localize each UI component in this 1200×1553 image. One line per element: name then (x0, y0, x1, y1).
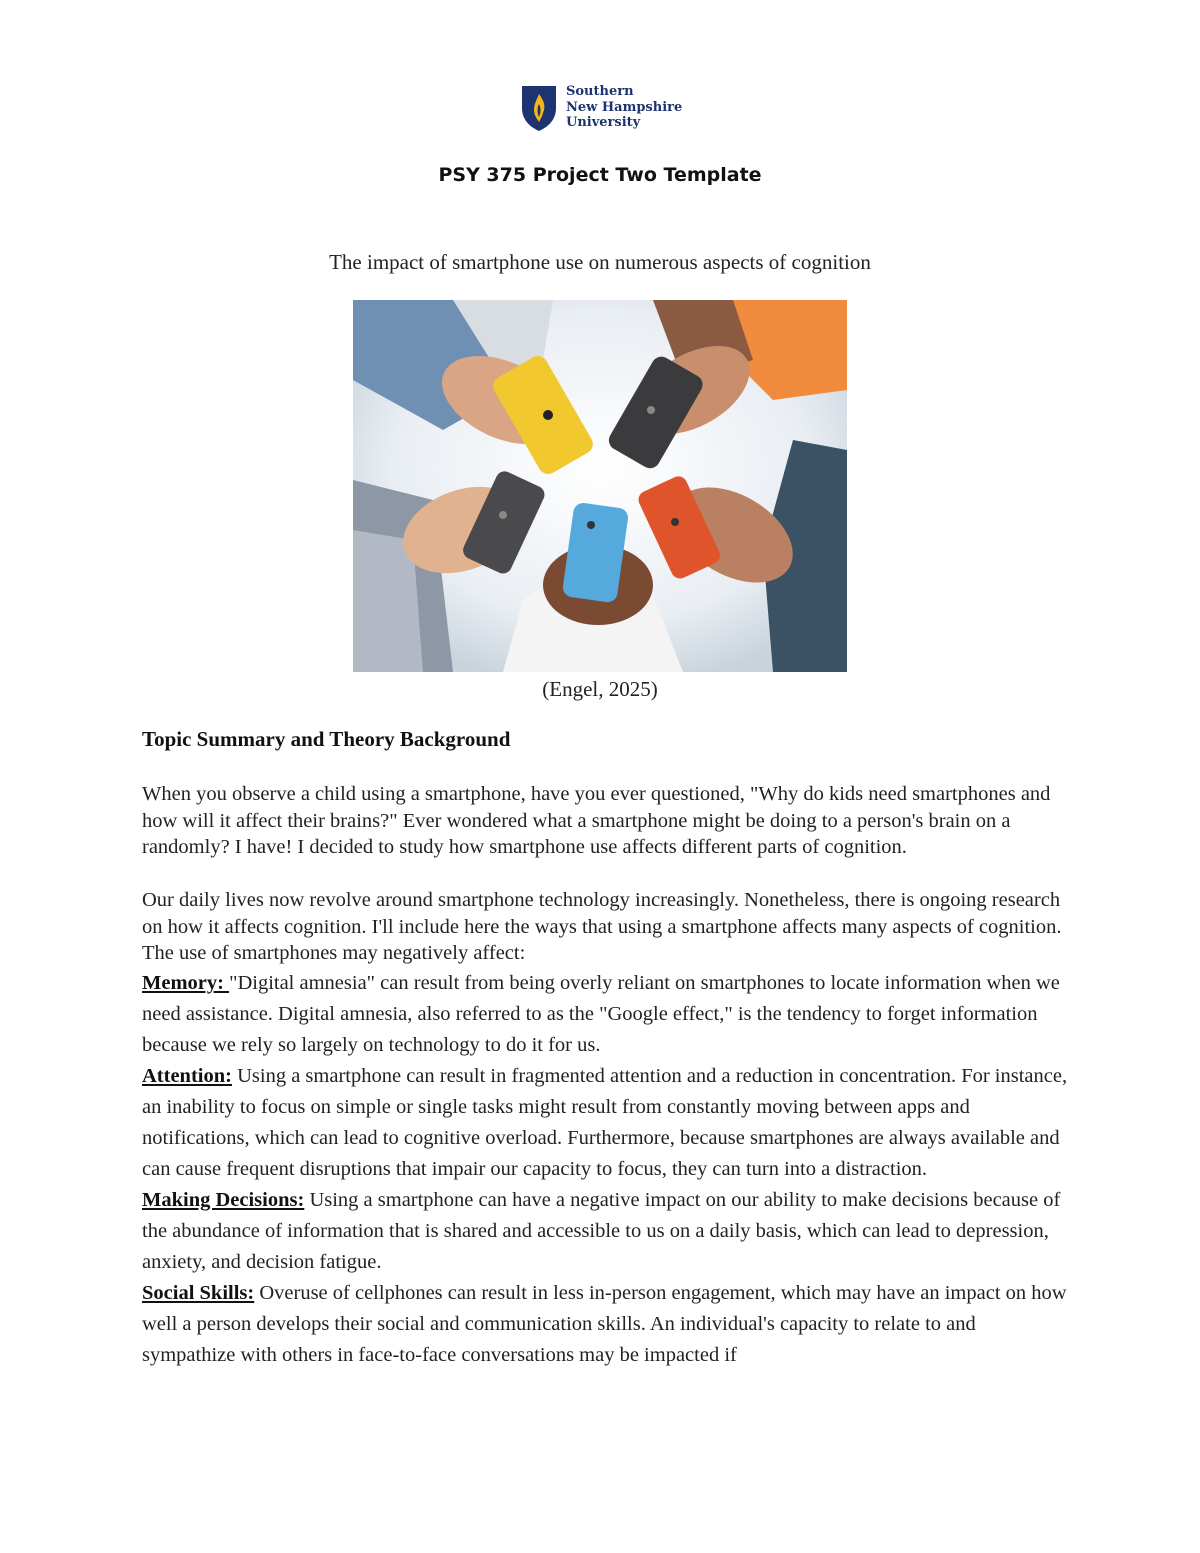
item-term: Social Skills: (142, 1282, 255, 1304)
logo-line-2: New Hampshire (566, 99, 683, 115)
snhu-logo (520, 84, 690, 134)
item-term: Memory: (142, 972, 230, 994)
body-paragraph-1: When you observe a child using a smartphone, have you ever questioned, "Why do kids need smartphones and how will it affect their brains?" Ever wondered what a smartphone might be doing to a person's brain on a randomly? I have! I decided to study how smartphone use affects different parts of cognition. (142, 783, 1051, 858)
list-item-social-skills (142, 1278, 1072, 1371)
logo-wordmark (566, 84, 682, 131)
list-item-memory (142, 968, 1072, 1061)
document-subtitle: The impact of smartphone use on numerous aspects of cognition (329, 250, 871, 274)
logo-line-3: University (566, 115, 641, 130)
list-item-attention (142, 1061, 1072, 1185)
item-text: Overuse of cellphones can result in less in-person engagement, which may have an impact on how well a person develops their social and communication skills. An individual's capacity to relate to and sympathize with others in face-to-face conversations may be impacted if (142, 1282, 1067, 1366)
body-paragraph-2: Our daily lives now revolve around smartphone technology increasingly. Nonetheless, there is ongoing research on how it affects cognition. I'll include here the ways that using a smartphone affects many aspects of cognition. The use of smartphones may negatively affect: (142, 889, 1062, 964)
document-title: PSY 375 Project Two Template (438, 164, 762, 186)
item-term: Making Decisions: (142, 1189, 305, 1211)
list-item-making-decisions (142, 1185, 1072, 1278)
item-text: Using a smartphone can result in fragmented attention and a reduction in concentration. For instance, an inability to focus on simple or single tasks might result from constantly moving between apps and notifications, which can lead to cognitive overload. Furthermore, because smartphones are always available and can cause frequent disruptions that impair our capacity to focus, they can turn into a distraction. (142, 1065, 1068, 1180)
smartphones-photo (353, 300, 847, 672)
shield-flame-icon (520, 84, 558, 132)
cognition-effects-list (142, 968, 1072, 1371)
image-caption: (Engel, 2025) (542, 677, 658, 701)
section-heading: Topic Summary and Theory Background (142, 727, 511, 751)
item-text: Using a smartphone can have a negative impact on our ability to make decisions because of the abundance of information that is shared and accessible to us on a daily basis, which can lead to depression, anxiety, and decision fatigue. (142, 1189, 1061, 1273)
logo-line-1: Southern (566, 84, 634, 99)
smartphones-circle-photo-icon (353, 300, 847, 672)
item-text: "Digital amnesia" can result from being overly reliant on smartphones to locate information when we need assistance. Digital amnesia, also referred to as the "Google effect," is the tendency to forget information because we rely so largely on technology to do it for us. (142, 972, 1060, 1056)
item-term: Attention: (142, 1065, 232, 1087)
